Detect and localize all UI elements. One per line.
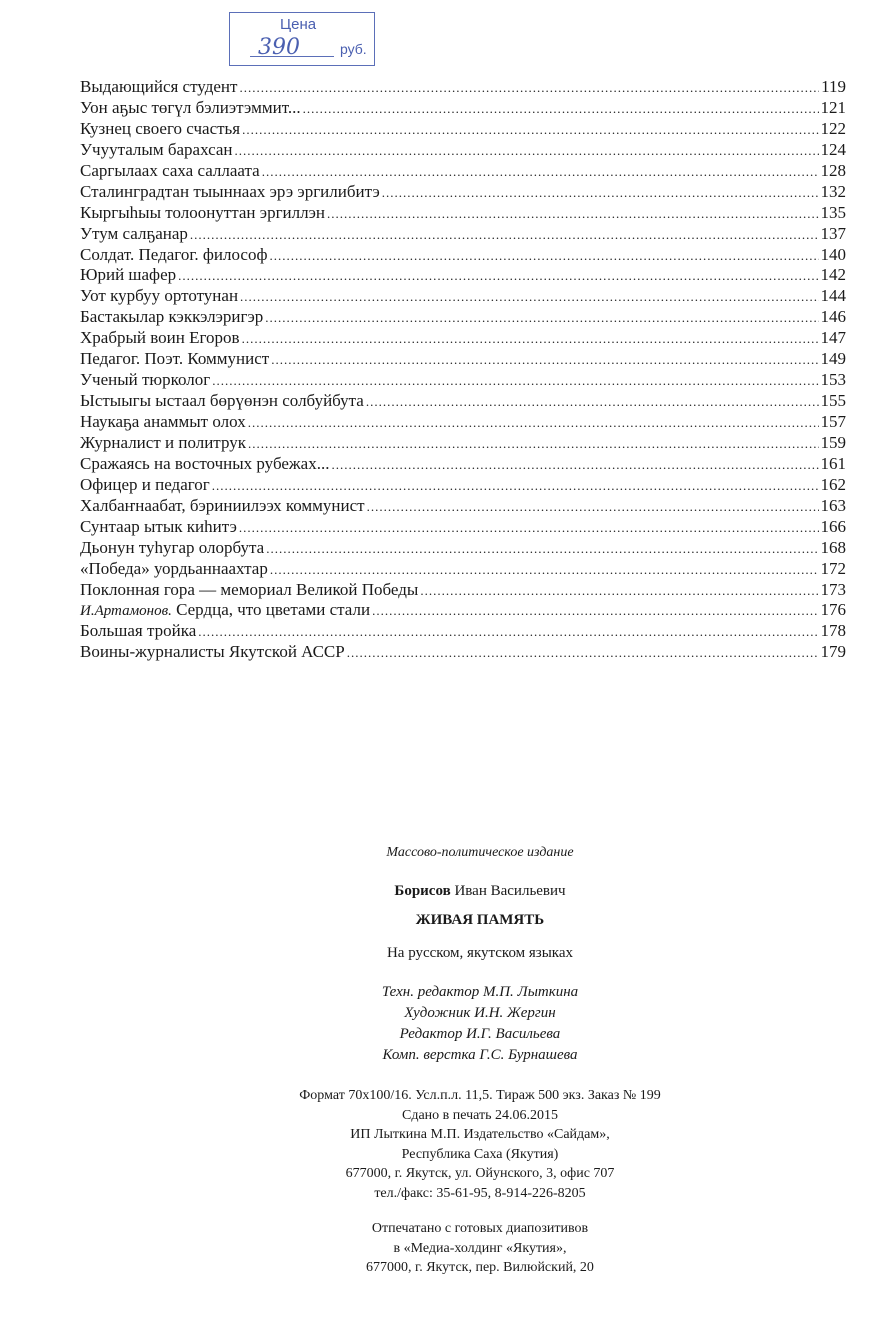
toc-dot-leader: [248, 434, 819, 455]
toc-entry-title: [80, 433, 246, 454]
toc-entry: [80, 642, 846, 663]
toc-dot-leader: [372, 601, 818, 622]
printing-line: 677000, г. Якутск, пер. Вилюйский, 20: [366, 1260, 594, 1275]
credit-line: Художник И.Н. Жергин: [404, 1005, 556, 1021]
toc-entry-title: [80, 307, 263, 328]
toc-dot-leader: [248, 413, 819, 434]
toc-entry-page: 168: [820, 537, 846, 557]
toc-entry-page: 146: [820, 307, 846, 327]
publisher-line: ИП Лыткина М.П. Издательство «Сайдам»,: [350, 1127, 610, 1142]
toc-entry-title: [80, 265, 176, 286]
toc-entry: [80, 265, 846, 286]
toc-entry-text: Наукаҕа анаммыт олох: [80, 412, 246, 431]
toc-entry-text: Сражаясь на восточных рубежах...: [80, 453, 330, 473]
toc-entry-page: 157: [820, 412, 846, 431]
toc-dot-leader: [242, 120, 818, 141]
toc-entry-text: Ыстыыгы ыстаал бөрүөнэн солбуйбута: [80, 391, 364, 411]
toc-dot-leader: [212, 476, 819, 497]
credit-line: Редактор И.Г. Васильева: [399, 1026, 561, 1042]
toc-entry-page: 121: [820, 97, 846, 117]
toc-entry-text: Сердца, что цветами стали: [176, 600, 371, 620]
toc-entry-text: Юрий шафер: [80, 265, 177, 285]
toc-entry: [80, 412, 846, 433]
toc-entry: [80, 580, 846, 601]
toc-entry-title: [80, 286, 238, 307]
toc-entry-page: 163: [820, 495, 846, 515]
toc-entry: [80, 119, 846, 140]
toc-entry-page: 162: [820, 474, 846, 494]
toc-entry-page: 176: [820, 600, 846, 620]
toc-entry-text: Педагог. Поэт. Коммунист: [80, 349, 270, 369]
imprint: [180, 845, 780, 1278]
toc-entry-text: Офицер и педагог: [80, 474, 210, 494]
toc-entry-title: [80, 203, 325, 224]
toc-entry-title: [80, 454, 329, 475]
toc-dot-leader: [242, 329, 819, 350]
publisher-line: 677000, г. Якутск, ул. Ойунского, 3, офис 707: [345, 1166, 615, 1181]
toc-entry-text: Поклонная гора — мемориал Великой Победы: [80, 579, 419, 599]
toc-entry-title: [80, 98, 301, 119]
toc-entry-page: 144: [820, 286, 846, 306]
toc-entry-page: 142: [820, 265, 846, 285]
toc-entry-title: [80, 475, 210, 496]
toc-entry-title: [80, 140, 232, 161]
toc-entry: [80, 161, 846, 182]
toc-entry-title: [80, 600, 370, 622]
toc-entry: [80, 621, 846, 642]
toc-entry: [80, 77, 846, 98]
toc-entry-title: [80, 538, 264, 559]
toc-dot-leader: [190, 225, 819, 246]
toc-entry-page: 128: [820, 160, 846, 180]
toc-entry-title: [80, 370, 210, 391]
price-stamp-label: Цена: [280, 16, 317, 33]
toc-entry: [80, 140, 846, 161]
toc-entry-text: Храбрый воин Егоров: [80, 328, 240, 348]
toc-entry-title: [80, 580, 418, 601]
table-of-contents: [80, 77, 846, 663]
toc-dot-leader: [366, 392, 819, 413]
toc-entry-title: [80, 224, 188, 245]
toc-entry: [80, 559, 846, 580]
toc-entry-text: Кузнец своего счастья: [80, 118, 241, 138]
toc-entry: [80, 517, 846, 538]
toc-entry-page: 147: [820, 328, 846, 348]
toc-entry-text: Ученый тюрколог: [80, 370, 211, 390]
publisher-line: Формат 70x100/16. Усл.п.л. 11,5. Тираж 500 экз. Заказ № 199: [299, 1088, 661, 1103]
toc-dot-leader: [234, 141, 818, 162]
toc-entry-page: 161: [820, 453, 846, 473]
toc-dot-leader: [382, 183, 819, 204]
toc-entry-text: «Победа» уордьаннаахтар: [80, 558, 268, 578]
toc-entry: [80, 433, 846, 454]
toc-entry-title: [80, 642, 345, 663]
toc-entry: [80, 328, 846, 349]
publisher-line: Сдано в печать 24.06.2015: [401, 1107, 559, 1123]
toc-entry-text: Утум салҕанар: [80, 223, 188, 243]
toc-entry-title: [80, 349, 269, 370]
toc-entry-page: 132: [820, 181, 846, 201]
toc-entry-title: [80, 391, 364, 412]
toc-dot-leader: [420, 581, 818, 602]
toc-entry-text: Солдат. Педагог. философ: [80, 244, 268, 264]
author-given-name: Иван Васильевич: [454, 883, 566, 899]
toc-entry: [80, 475, 846, 496]
printing-line: в «Медиа-холдинг «Якутия»,: [393, 1240, 567, 1256]
book-author: [180, 883, 780, 900]
toc-entry-page: 159: [820, 432, 846, 452]
toc-entry: [80, 391, 846, 412]
toc-entry: [80, 600, 846, 621]
toc-entry-text: Кыргыһыы толоонуттан эргиллэн: [80, 202, 325, 222]
author-surname: Борисов: [394, 883, 451, 899]
toc-dot-leader: [269, 246, 818, 267]
toc-entry-text: Бастакылар кэккэлэригэр: [80, 307, 264, 327]
price-underline: [250, 56, 334, 57]
credit-line: Техн. редактор М.П. Лыткина: [381, 984, 579, 1000]
toc-dot-leader: [262, 162, 819, 183]
toc-entry-page: 140: [820, 244, 846, 264]
toc-dot-leader: [198, 622, 818, 643]
toc-entry-text: Дьонун туһугар олорбута: [80, 537, 265, 557]
toc-entry: [80, 224, 846, 245]
toc-entry-page: 155: [820, 391, 846, 411]
toc-entry-title: [80, 559, 268, 580]
toc-entry: [80, 496, 846, 517]
toc-dot-leader: [266, 539, 818, 560]
toc-entry: [80, 203, 846, 224]
toc-entry-text: Учууталым барахсан: [80, 139, 233, 159]
publisher-line: Республика Саха (Якутия): [401, 1146, 559, 1162]
toc-entry-text: Воины-журналисты Якутской АССР: [80, 642, 345, 662]
toc-dot-leader: [331, 455, 818, 476]
toc-entry-page: 172: [820, 558, 846, 578]
toc-entry-title: [80, 328, 240, 349]
toc-dot-leader: [239, 518, 819, 539]
printing-line: Отпечатано с готовых диапозитивов: [371, 1221, 589, 1236]
price-value: 390: [258, 35, 300, 60]
price-unit: руб.: [340, 41, 367, 57]
toc-dot-leader: [271, 350, 818, 371]
printing-info: [180, 1219, 780, 1278]
toc-entry-title: [80, 621, 196, 642]
toc-entry: [80, 245, 846, 266]
toc-entry: [80, 182, 846, 203]
toc-dot-leader: [270, 560, 819, 581]
toc-entry: [80, 538, 846, 559]
toc-entry-author: И.Артамонов.: [80, 603, 172, 620]
toc-dot-leader: [303, 99, 819, 120]
toc-dot-leader: [327, 204, 819, 225]
toc-entry-page: 149: [820, 349, 846, 369]
edition-kind: Массово-политическое издание: [386, 845, 574, 860]
toc-entry-page: 178: [820, 621, 846, 641]
toc-entry-title: [80, 496, 365, 517]
toc-entry-title: [80, 412, 246, 433]
toc-entry-page: 153: [820, 370, 846, 390]
toc-entry-title: [80, 161, 260, 182]
toc-entry-title: [80, 182, 380, 203]
toc-entry-page: 166: [820, 516, 846, 536]
toc-entry-text: Уот курбуу ортотунан: [80, 286, 239, 306]
toc-entry-title: [80, 245, 267, 266]
toc-entry-text: Выдающийся студент: [80, 77, 238, 96]
toc-entry-page: 119: [821, 77, 846, 96]
toc-entry: [80, 307, 846, 328]
toc-entry-text: Уон аҕыс төгүл бэлиэтэммит...: [80, 97, 301, 117]
credit-line: Комп. верстка Г.С. Бурнашева: [382, 1047, 578, 1063]
toc-dot-leader: [178, 266, 818, 287]
credits: [180, 982, 780, 1066]
book-title: ЖИВАЯ ПАМЯТЬ: [415, 912, 545, 928]
toc-entry-page: 173: [820, 579, 846, 599]
toc-entry-page: 122: [820, 118, 846, 138]
toc-dot-leader: [367, 497, 819, 518]
toc-entry-title: [80, 119, 240, 140]
toc-entry-title: [80, 517, 237, 538]
toc-entry: [80, 370, 846, 391]
publisher-line: тел./факс: 35-61-95, 8-914-226-8205: [374, 1185, 586, 1201]
toc-entry: [80, 286, 846, 307]
toc-entry-title: [80, 77, 237, 98]
toc-entry-page: 135: [820, 202, 846, 222]
toc-entry-page: 137: [820, 223, 846, 243]
toc-entry-text: Саргылаах саха саллаата: [80, 160, 260, 180]
toc-dot-leader: [347, 643, 819, 664]
toc-dot-leader: [240, 287, 818, 308]
toc-entry-text: Халбаҥнаабат, бэриниилээх коммунист: [80, 495, 365, 515]
toc-entry-text: Журналист и политрук: [80, 432, 246, 452]
toc-entry: [80, 98, 846, 119]
toc-entry-text: Сунтаар ытык киһитэ: [80, 516, 237, 536]
toc-entry-page: 124: [820, 139, 846, 159]
toc-dot-leader: [212, 371, 818, 392]
book-language: На русском, якутском языках: [386, 945, 574, 961]
toc-entry-text: Сталинградтан тыыннаах эрэ эргилибитэ: [80, 181, 380, 201]
toc-entry: [80, 349, 846, 370]
toc-entry: [80, 454, 846, 475]
toc-entry-text: Большая тройка: [80, 621, 197, 641]
toc-dot-leader: [265, 308, 818, 329]
toc-dot-leader: [239, 78, 819, 99]
toc-entry-page: 179: [820, 642, 846, 662]
publisher-info: [180, 1086, 780, 1203]
price-stamp: [229, 12, 375, 66]
